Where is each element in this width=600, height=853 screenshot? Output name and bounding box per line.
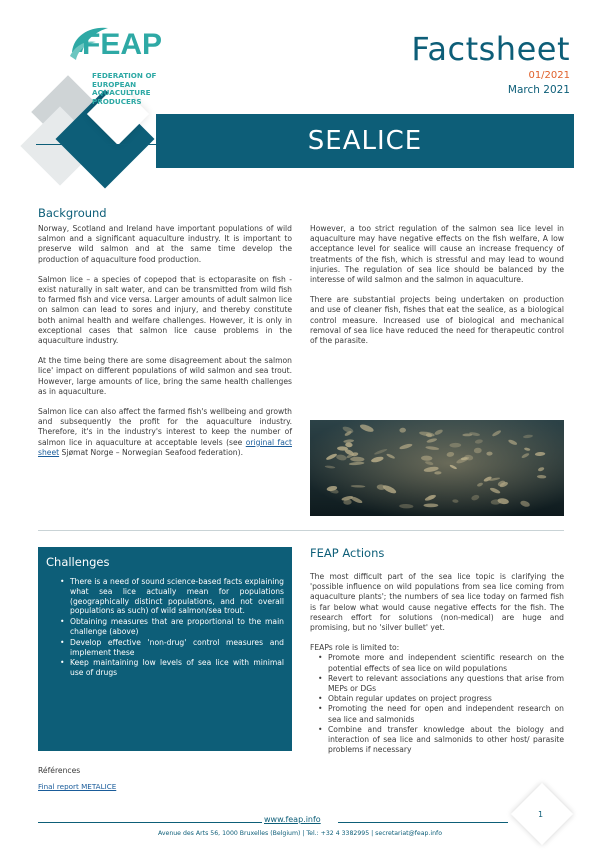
logo-subtitle: FEDERATION OF EUROPEAN AQUACULTURE PRODUCERS bbox=[92, 71, 157, 106]
feap-logo bbox=[62, 22, 162, 132]
references-label: Références bbox=[38, 766, 81, 775]
actions-list bbox=[310, 653, 564, 755]
final-report-link[interactable]: Final report METALICE bbox=[38, 782, 117, 791]
actions-text bbox=[310, 572, 564, 755]
actions-heading: FEAP Actions bbox=[310, 546, 385, 560]
actions-paragraph: The most difficult part of the sea lice topic is clarifying the 'possible influence on wild populations from sea lice coming from aquaculture plants'; the numbers of sea lice today on farmed fish is far below what would cause negative effects for the fish. The research effort for solutions (non-medical) are huge and promising, but no 'silver bullet' yet. bbox=[310, 572, 564, 633]
topic-title: SEALICE bbox=[307, 126, 423, 156]
original-fact-sheet-link[interactable]: original fact sheet bbox=[38, 437, 292, 457]
challenges-list bbox=[60, 577, 284, 679]
challenges-heading: Challenges bbox=[46, 555, 110, 569]
role-intro: FEAPs role is limited to: bbox=[310, 643, 400, 653]
list-item: • Obtain regular updates on project progress bbox=[318, 694, 564, 704]
banner-connector-line bbox=[36, 144, 158, 145]
right-paragraph: There are substantial projects being undertaken on production and use of cleaner fish, fishes that eat the sealice, as a biological control measure. Increased use of biological and mechanical removal of sea lice have reduced the need for therapeutic control of the parasite. bbox=[310, 295, 564, 346]
fish-photo bbox=[310, 420, 564, 516]
document-date: March 2021 bbox=[507, 84, 570, 96]
list-item: • Combine and transfer knowledge about the biology and interaction of sea lice and salmonids to other host/ parasite problems if necessary bbox=[318, 725, 564, 756]
page-number: 1 bbox=[538, 810, 544, 819]
right-column-text bbox=[310, 224, 564, 356]
footer-line-right bbox=[338, 822, 508, 823]
list-item: • Keep maintaining low levels of sea lice with minimal use of drugs bbox=[60, 658, 284, 678]
list-item: • Develop effective 'non-drug' control measures and implement these bbox=[60, 638, 284, 658]
background-text bbox=[38, 224, 292, 468]
right-paragraph: However, a too strict regulation of the salmon sea lice level in aquaculture may have negative effects on the fish welfare, A low acceptance level for sealice will cause an increase frequency of treatments of the fish, which is stressful and may lead to wound injuries. The regulation of sea lice should be balanced by the interesse of wild salmon and the salmon in aquaculture. bbox=[310, 224, 564, 285]
underwater-fish-image bbox=[310, 420, 564, 516]
list-item: • Obtaining measures that are proportional to the main challenge (above) bbox=[60, 617, 284, 637]
footer-line-left bbox=[38, 822, 262, 823]
logo-wordmark: FEAP bbox=[82, 28, 163, 61]
challenges-box bbox=[38, 547, 292, 751]
background-paragraph: Salmon lice – a species of copepod that is ectoparasite on fish - exist naturally in salt water, and can be transmitted from wild fish to farmed fish and vice versa. Larger amounts of adult salmon lice on salmon can lead to sores and injury, and thereby constitute both animal health and welfare challenges. However, it is only in exceptional cases that salmon lice cause problems in the aquaculture industry. bbox=[38, 274, 292, 346]
background-paragraph: Salmon lice can also affect the farmed fish's wellbeing and growth and subsequently the profit for the aquaculture industry. Therefore, it's in the industry's interest to keep the number of salmon lice in aquaculture at acceptable levels (see original fact sheet Sjømat Norge – Norwegian Seafood federation). bbox=[38, 407, 292, 457]
section-separator bbox=[38, 530, 564, 531]
document-title: Factsheet bbox=[411, 30, 570, 68]
list-item: • Promote more and independent scientific research on the potential effects of sea lice on wild populations bbox=[318, 653, 564, 673]
topic-banner bbox=[156, 114, 574, 168]
list-item: • Promoting the need for open and independent research on sea lice and salmonids bbox=[318, 704, 564, 724]
list-item: • Revert to relevant associations any questions that arise from MEPs or DGs bbox=[318, 674, 564, 694]
background-heading: Background bbox=[38, 206, 107, 220]
footer-website-link[interactable]: www.feap.info bbox=[264, 815, 321, 824]
background-paragraph: At the time being there are some disagreement about the salmon lice' impact on different populations of wild salmon and sea trout. However, large amounts of lice, bring the same health challenges as in aquaculture. bbox=[38, 356, 292, 396]
document-number: 01/2021 bbox=[528, 70, 570, 81]
list-item: • There is a need of sound science-based facts explaining what sea lice actually mean for populations (geographically distinct populations, and not overall populations as such) of wild salmon/sea trout. bbox=[60, 577, 284, 616]
background-paragraph: Norway, Scotland and Ireland have important populations of wild salmon and a significant aquaculture industry. It is important to preserve wild salmon and at the same time develop the production of aquaculture food production. bbox=[38, 224, 292, 264]
footer-address: Avenue des Arts 56, 1000 Bruxelles (Belgium) | Tel.: +32 4 3382995 | secretariat@feap.info bbox=[157, 830, 442, 837]
